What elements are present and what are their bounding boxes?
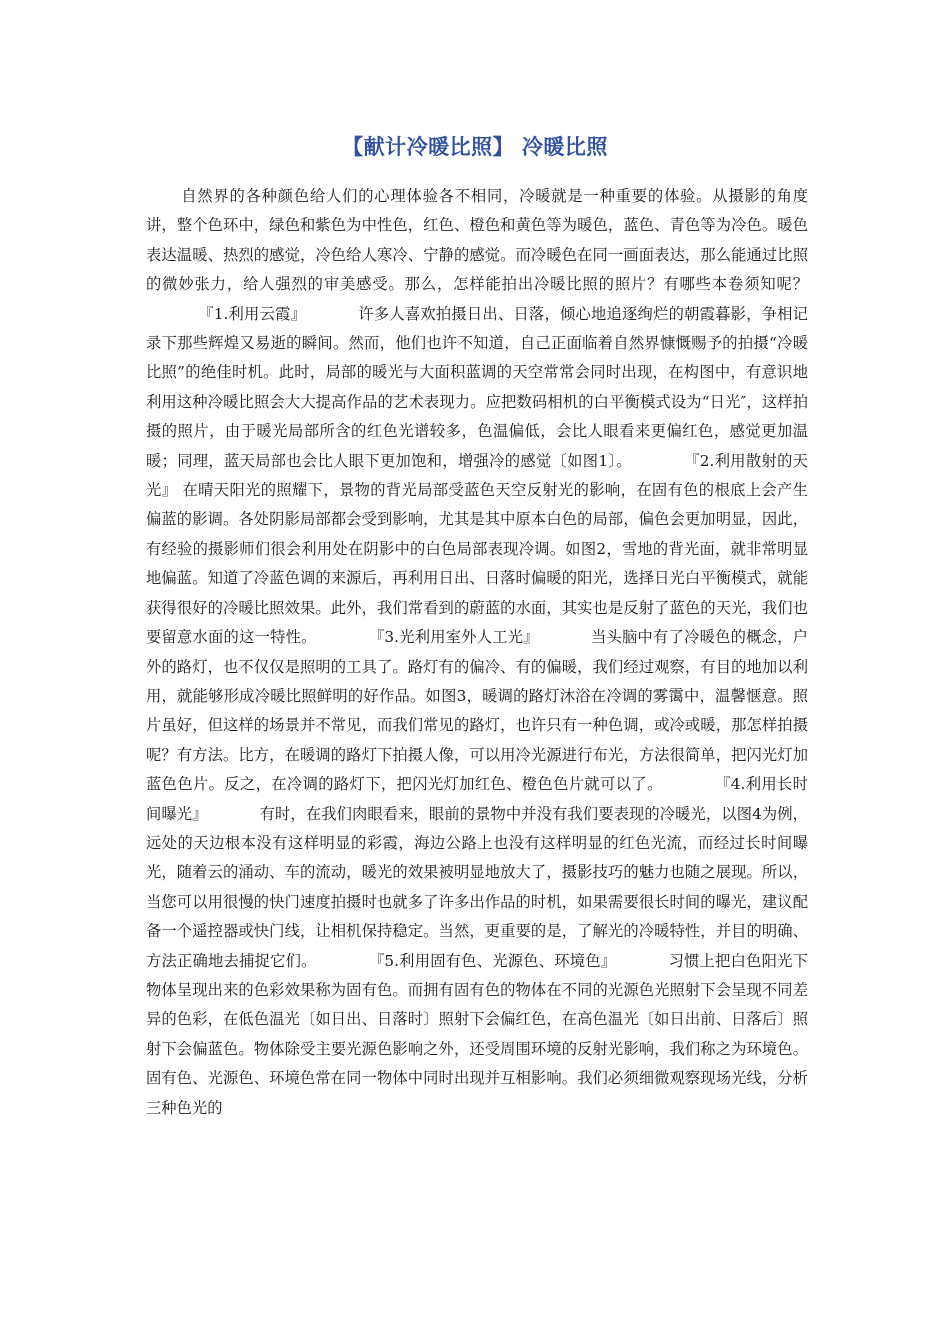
section-1-heading: 『1.利用云霞』 — [198, 304, 307, 323]
section-2-heading: 『2.利用散射的天光』 — [146, 451, 808, 500]
section-2-text: 在晴天阳光的照耀下，景物的背光局部受蓝色天空反射光的影响，在固有色的根底上会产生偏蓝的影调。各处阴影局部都会受到影响，尤其是其中原本白色的局部，偏色会更加明显，因此，有经验的摄影师们很会利用处在阴影中的白色局部表现冷调。如图2，雪地的背光面，就非常明显地偏蓝。知道了冷蓝色调的来源后，再利用日出、日落时偏暖的阳光，选择日光白平衡模式，就能获得很好的冷暖比照效果。此外，我们常看到的蔚蓝的水面，其实也是反射了蓝色的天光，我们也要留意水面的这一特性。 — [146, 481, 808, 647]
section-5-heading: 『5.利用固有色、光源色、环境色』 — [368, 951, 617, 970]
section-4-text: 有时，在我们肉眼看来，眼前的景物中并没有我们要表现的冷暖光，以图4为例，远处的天边根本没有这样明显的彩霞，海边公路上也没有这样明显的红色光流，而经过长时间曝光，随着云的涌动、车的流动，暖光的效果被明显地放大了，摄影技巧的魅力也随之展现。所以，当您可以用很慢的快门速度拍摄时也就多了许多出作品的时机，如果需要很长时间的曝光，建议配备一个遥控器或快门线，让相机保持稳定。当然，更重要的是，了解光的冷暖特性，并目的明确、方法正确地去捕捉它们。 — [146, 804, 808, 970]
article-body — [146, 182, 808, 1123]
page-title: 【献计冷暖比照】 冷暖比照 — [342, 135, 608, 159]
section-3-text: 当头脑中有了冷暖色的概念，户外的路灯，也不仅仅是照明的工具了。路灯有的偏冷、有的偏暖，我们经过观察，有目的地加以利用，就能够形成冷暖比照鲜明的好作品。如图3，暖调的路灯沐浴在冷调的雾霭中，温馨惬意。照片虽好，但这样的场景并不常见，而我们常见的路灯，也许只有一种色调，或冷或暖，那怎样拍摄呢？有方法。比方，在暖调的路灯下拍摄人像，可以用冷光源进行布光，方法很简单，把闪光灯加蓝色色片。反之，在冷调的路灯下，把闪光灯加红色、橙色色片就可以了。 — [146, 628, 808, 794]
section-1-text: 许多人喜欢拍摄日出、日落，倾心地追逐绚烂的朝霞暮影，争相记录下那些辉煌又易逝的瞬间。然而，他们也许不知道，自己正面临着自然界慷慨赐予的拍摄“冷暖比照”的绝佳时机。此时，局部的暖光与大面积蓝调的天空常常会同时出现，在构图中，有意识地利用这种冷暖比照会大大提高作品的艺术表现力。应把数码相机的白平衡模式设为“日光″，这样拍摄的照片，由于暖光局部所含的红色光谱较多，色温偏低，会比人眼看来更偏红色，感觉更加温暖；同理，蓝天局部也会比人眼下更加饱和，增强冷的感觉〔如图1〕。 — [146, 304, 808, 470]
intro-text: 自然界的各种颜色给人们的心理体验各不相同，冷暖就是一种重要的体验。从摄影的角度讲，整个色环中，绿色和紫色为中性色，红色、橙色和黄色等为暖色，蓝色、青色等为冷色。暖色表达温暖、热烈的感觉，冷色给人寒冷、宁静的感觉。而冷暖色在同一画面表达，那么能通过比照的微妙张力，给人强烈的审美感受。那么，怎样能拍出冷暖比照的照片？有哪些本卷须知呢？ — [146, 187, 808, 294]
section-4-heading: 『4.利用长时间曝光』 — [146, 775, 808, 823]
section-3-heading: 『3.光利用室外人工光』 — [368, 628, 539, 647]
section-5-text: 习惯上把白色阳光下物体呈现出来的色彩效果称为固有色。而拥有固有色的物体在不同的光源色光照射下会呈现不同差异的色彩，在低色温光〔如日出、日落时〕照射下会偏红色，在高色温光〔如日出前、日落后〕照射下会偏蓝色。物体除受主要光源色影响之外，还受周围环境的反射光影响，我们称之为环境色。固有色、光源色、环境色常在同一物体中同时出现并互相影响。我们必须细微观察现场光线，分析三种色光的 — [146, 951, 808, 1117]
